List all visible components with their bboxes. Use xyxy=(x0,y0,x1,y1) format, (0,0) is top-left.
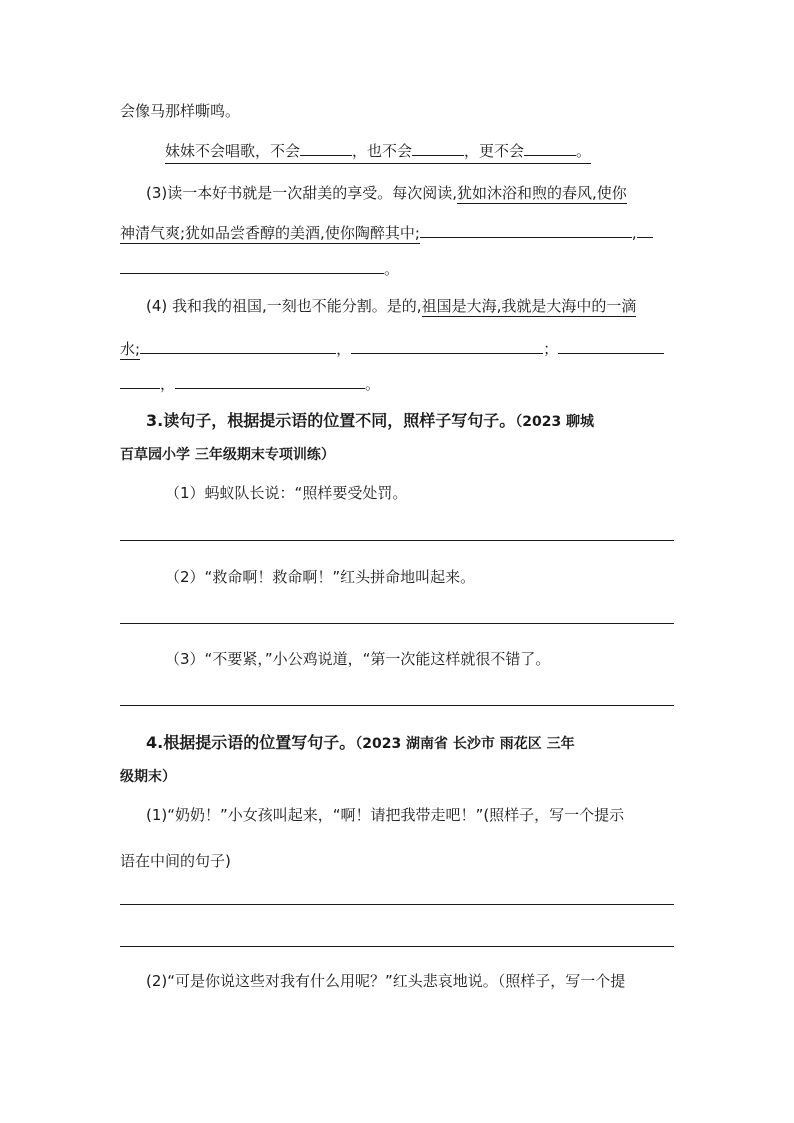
answer-line-s3-1[interactable] xyxy=(120,540,674,541)
q4-blank-2[interactable] xyxy=(351,337,543,354)
s3-item-3: （3）“不要紧，”小公鸡说道，“第一次能这样就很不错了。 xyxy=(165,650,551,668)
q4-underlined: 祖国是大海,我就是大海中的一滴 xyxy=(421,297,637,315)
sister-text-b: ，也不会 xyxy=(352,142,413,160)
q4-text-c: 水; xyxy=(120,340,141,358)
s4-item-1-line-b: 语在中间的句子) xyxy=(120,852,231,870)
s4-item-1-line-a: (1)“奶奶！”小女孩叫起来，“啊！请把我带走吧！”(照样子，写一个提示 xyxy=(146,806,625,824)
q4-blank-4[interactable] xyxy=(175,372,365,389)
q3-blank-1[interactable] xyxy=(420,221,632,238)
section-3-source-b: 百草园小学 三年级期末专项训练） xyxy=(120,447,335,463)
q4-line-1 xyxy=(146,295,636,317)
q4-comma-1: ， xyxy=(336,340,352,358)
section-4-heading xyxy=(146,732,575,755)
q4-line-3 xyxy=(120,372,380,395)
q3-underlined-a: 犹如沐浴和煦的春风,使你 xyxy=(457,184,627,202)
q4-period: 。 xyxy=(365,375,381,393)
q4-semicolon: ； xyxy=(543,340,559,358)
answer-line-s3-2[interactable] xyxy=(120,623,674,624)
section-3-source-a: （2023 聊城 xyxy=(515,414,595,430)
q4-blank-1[interactable] xyxy=(140,337,336,354)
q4-blank-3-end[interactable] xyxy=(120,372,160,389)
sister-text-a: 妹妹不会唱歌，不会 xyxy=(165,142,301,160)
q4-line-2 xyxy=(120,337,664,360)
fill-blank-1[interactable] xyxy=(300,139,352,156)
fill-blank-2[interactable] xyxy=(412,139,464,156)
s3-item-1: （1）蚂蚁队长说：“照样要受处罚。 xyxy=(165,484,408,502)
s3-item-2: （2）“救命啊！救命啊！”红头拼命地叫起来。 xyxy=(165,568,476,586)
answer-line-s4-1a[interactable] xyxy=(120,904,674,905)
s4-item-2: (2)“可是你说这些对我有什么用呢？”红头悲哀地说。（照样子，写一个提 xyxy=(146,972,626,990)
q3-line-1 xyxy=(146,182,627,204)
sister-text-d: 。 xyxy=(576,142,592,160)
q3-blank-2[interactable] xyxy=(120,257,384,274)
q4-text-a: (4) 我和我的祖国,一刻也不能分割。是的, xyxy=(146,297,422,315)
sister-sentence xyxy=(165,139,591,164)
answer-line-s3-3[interactable] xyxy=(120,705,674,706)
fill-blank-3[interactable] xyxy=(524,139,576,156)
sister-text-c: ，更不会 xyxy=(464,142,525,160)
q3-comma: , xyxy=(631,224,637,242)
q3-period: 。 xyxy=(384,260,400,278)
continued-sentence: 会像马那样嘶鸣。 xyxy=(120,102,241,120)
answer-line-s4-1b[interactable] xyxy=(120,946,674,947)
q4-comma-2: ， xyxy=(160,375,176,393)
q4-blank-3[interactable] xyxy=(558,337,664,354)
q3-underlined-b: 神清气爽;犹如品尝香醇的美酒,使你陶醉其中; xyxy=(120,224,420,242)
section-4-source-b: 级期末） xyxy=(120,769,176,785)
q3-blank-2-start[interactable] xyxy=(637,221,653,238)
q3-text-a: (3)读一本好书就是一次甜美的享受。每次阅读, xyxy=(146,184,458,202)
q3-line-2 xyxy=(120,221,653,244)
section-4-source-a: （2023 湖南省 长沙市 雨花区 三年 xyxy=(355,736,575,752)
section-3-heading xyxy=(146,410,594,433)
section-3-title: 3.读句子，根据提示语的位置不同，照样子写句子。 xyxy=(146,411,516,430)
q3-line-3 xyxy=(120,257,399,280)
section-4-title: 4.根据提示语的位置写句子。 xyxy=(146,733,356,752)
